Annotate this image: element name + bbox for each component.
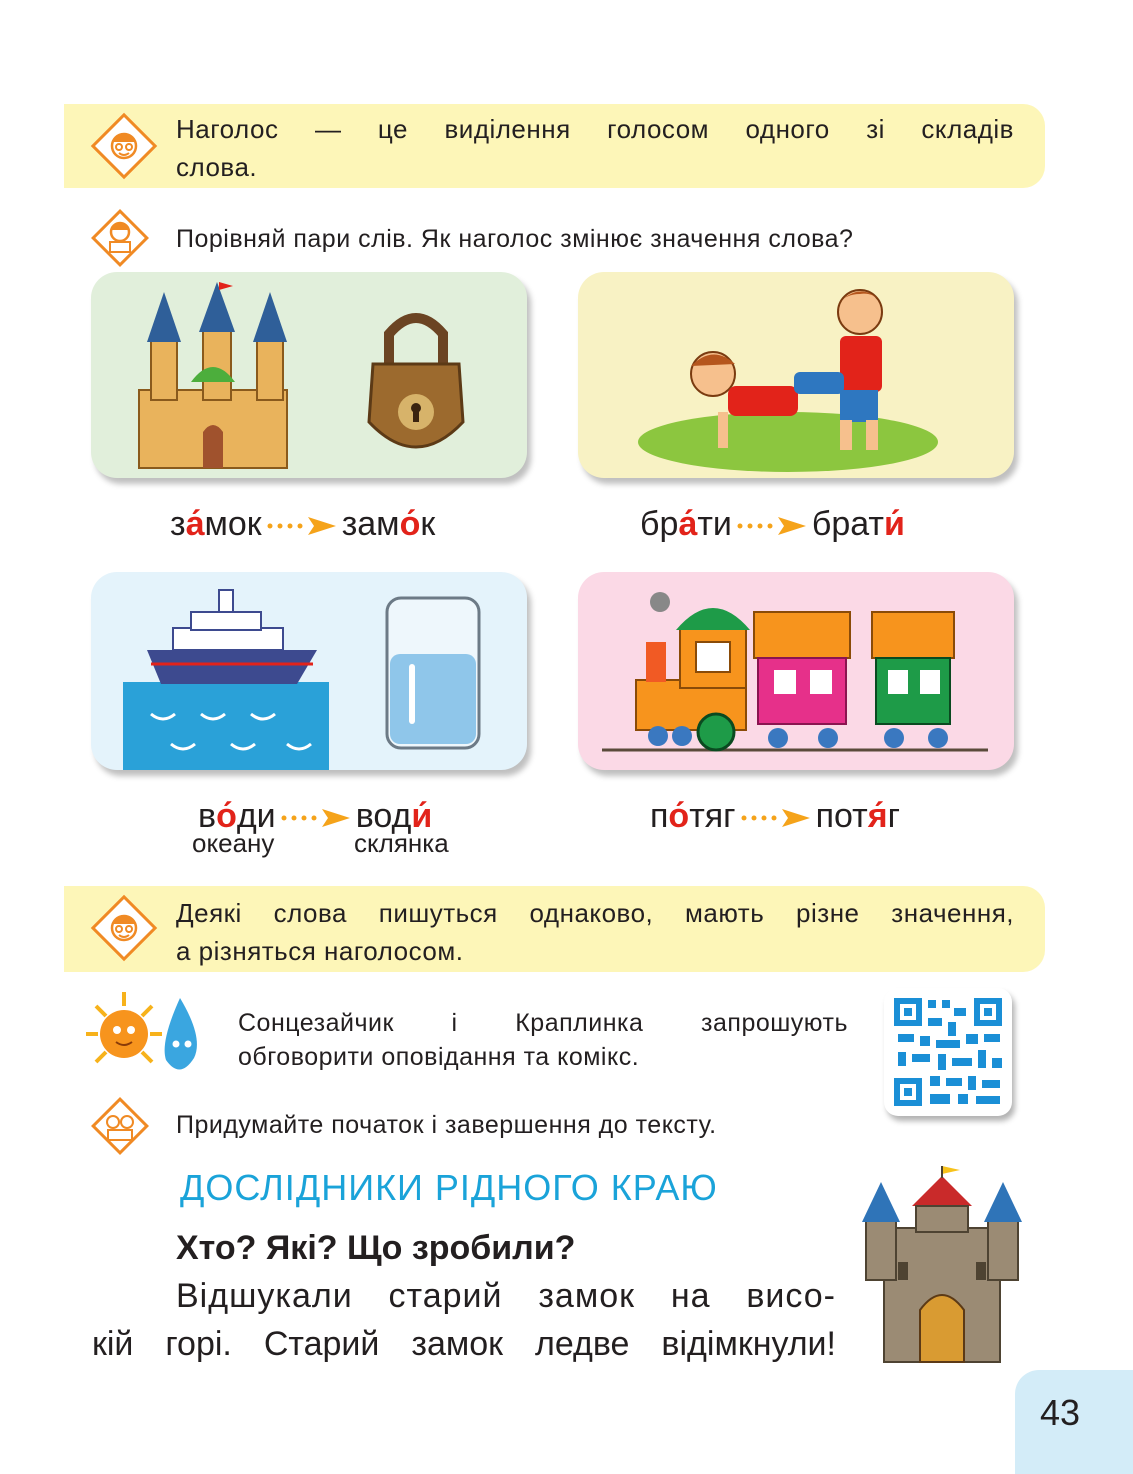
stressed-vowel: о́	[399, 505, 421, 543]
word-part: з	[170, 505, 186, 543]
word-part: мок	[204, 505, 262, 543]
castle-lock-illustration	[91, 272, 527, 478]
task-1: Порівняй пари слів. Як наголос змінює значення слова?	[176, 225, 854, 253]
word-part: ти	[697, 505, 732, 543]
rule-text-1	[176, 110, 1014, 186]
word-part: ди	[236, 797, 276, 835]
card-water	[91, 572, 527, 770]
story-title: ДОСЛІДНИКИ РІДНОГО КРАЮ	[180, 1167, 718, 1208]
card-train	[578, 572, 1014, 770]
pair-zamok	[170, 504, 435, 544]
invite-text	[238, 1006, 848, 1074]
word-part: пот	[815, 797, 868, 835]
word-braty-take	[640, 505, 732, 543]
wagon-pink-image	[754, 612, 850, 748]
word-potiah-sweat	[650, 797, 736, 835]
dotted-arrow-icon	[736, 516, 808, 536]
pupils-icon	[90, 1096, 150, 1156]
invite-line-1: Сонцезайчик і Краплинка запрошують	[238, 1009, 848, 1037]
wagon-green-image	[872, 612, 954, 748]
stressed-vowel: и́	[884, 505, 905, 543]
rule-text-2	[176, 894, 1014, 970]
castle-image	[139, 282, 287, 468]
rule-line-1: Деякі слова пишуться однаково, мають різне значення,	[176, 898, 1014, 928]
word-zamok-lock	[342, 505, 436, 543]
word-part: тяг	[689, 797, 736, 835]
stressed-vowel: я́	[867, 797, 888, 835]
word-part: в	[198, 797, 217, 835]
qr-code[interactable]	[884, 988, 1012, 1116]
story-question: Хто? Які? Що зробили?	[176, 1229, 576, 1267]
stressed-vowel: и́	[411, 797, 433, 835]
word-part: бр	[640, 505, 679, 543]
locomotive-image	[636, 592, 750, 750]
pair-potiah	[650, 796, 900, 836]
rule-line-2: а різняться наголосом.	[176, 936, 464, 966]
water-illustration	[91, 572, 527, 770]
stressed-vowel: а́	[678, 505, 698, 543]
ship-image	[147, 590, 317, 684]
pair-braty	[640, 504, 905, 544]
word-part: зам	[341, 505, 400, 543]
word-part: п	[650, 797, 669, 835]
dotted-arrow-icon	[740, 808, 812, 828]
word-part: вод	[355, 797, 412, 835]
word-part: г	[887, 797, 900, 835]
boys-illustration	[578, 272, 1014, 478]
teacher-icon	[90, 894, 158, 962]
dotted-arrow-icon	[266, 516, 338, 536]
castle-tower-image	[862, 1162, 1022, 1368]
stressed-vowel: о́	[216, 797, 237, 835]
rule-line-2: слова.	[176, 152, 258, 182]
story-paragraph	[92, 1272, 836, 1368]
task-2: Придумайте початок і завершення до тексту.	[176, 1111, 717, 1139]
padlock-image	[369, 318, 463, 447]
stressed-vowel: а́	[185, 505, 205, 543]
pupil-icon	[90, 208, 150, 268]
rule-line-1: Наголос — це виділення голосом одного зі складів	[176, 114, 1014, 144]
train-illustration	[578, 572, 1014, 770]
caption-ocean: океану	[192, 828, 275, 858]
story-line-1: Відшукали старий замок на висо-	[176, 1277, 836, 1315]
word-zamok-castle	[170, 505, 262, 543]
caption-glass: склянка	[354, 828, 449, 858]
story-line-2: кій горі. Старий замок ледве відімкнули!	[92, 1325, 836, 1363]
word-part: к	[420, 505, 436, 543]
word-braty-brothers	[812, 505, 905, 543]
word-part: брат	[811, 505, 885, 543]
glass-image	[387, 598, 479, 748]
card-boys	[578, 272, 1014, 478]
page-number: 43	[1040, 1392, 1081, 1433]
card-castle-lock	[91, 272, 527, 478]
sun-and-drop-characters-icon	[84, 988, 212, 1084]
teacher-icon	[90, 112, 158, 180]
dotted-arrow-icon	[280, 808, 352, 828]
stressed-vowel: о́	[668, 797, 690, 835]
qr-code-icon	[884, 988, 1012, 1116]
word-potiah-train	[816, 797, 900, 835]
invite-line-2: обговорити оповідання та комікс.	[238, 1043, 640, 1071]
